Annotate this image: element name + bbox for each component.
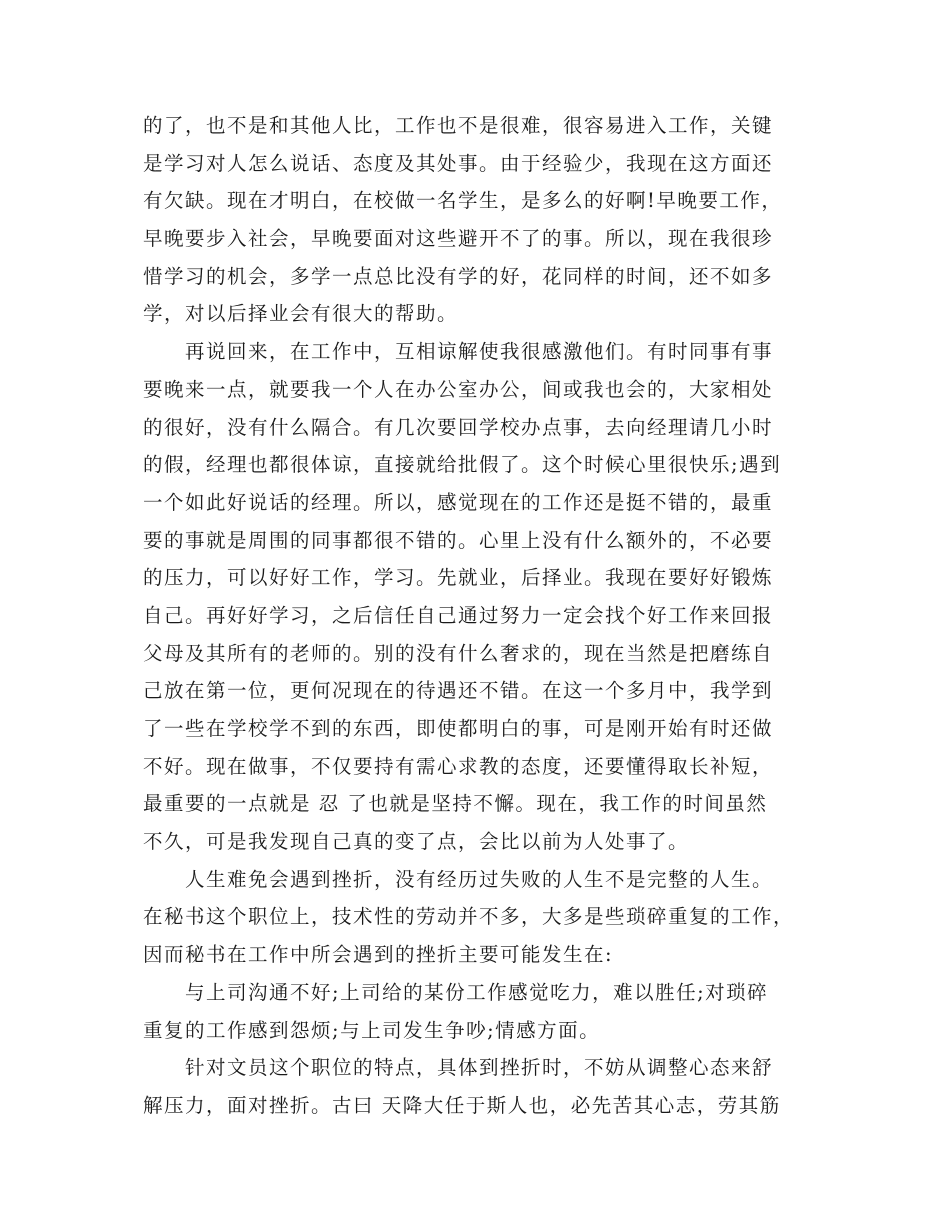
text-line: 人生难免会遇到挫折，没有经历过失败的人生不是完整的人生。 [185, 867, 774, 891]
text-line: 在秘书这个职位上，技术性的劳动并不多，大多是些琐碎重复的工作， [143, 905, 795, 929]
text-line: 最重要的一点就是 忍 了也就是坚持不懈。现在，我工作的时间虽然 [143, 792, 768, 816]
body-text [143, 107, 808, 1125]
text-line: 要晚来一点，就要我一个人在办公室办公，间或我也会的，大家相处 [143, 377, 774, 401]
text-line: 的假，经理也都很体谅，直接就给批假了。这个时候心里很快乐;遇到 [143, 453, 782, 477]
text-line: 了一些在学校学不到的东西，即使都明白的事，可是刚开始有时还做 [143, 717, 774, 740]
text-line: 重复的工作感到怨烦;与上司发生争吵;情感方面。 [143, 1018, 601, 1042]
text-line: 解压力，面对挫折。古曰 天降大任于斯人也，必先苦其心志，劳其筋 [143, 1093, 781, 1117]
text-line: 己放在第一位，更何况现在的待遇还不错。在这一个多月中，我学到 [143, 679, 774, 703]
text-line: 是学习对人怎么说话、态度及其处事。由于经验少，我现在这方面还 [143, 151, 774, 175]
text-line: 有欠缺。现在才明白，在校做一名学生，是多么的好啊!早晚要工作， [143, 189, 783, 213]
text-line: 与上司沟通不好;上司给的某份工作感觉吃力，难以胜任;对琐碎 [185, 980, 769, 1004]
text-line: 的很好，没有什么隔合。有几次要回学校办点事，去向经理请几小时 [143, 415, 774, 439]
text-line: 的了，也不是和其他人比，工作也不是很难，很容易进入工作，关键 [143, 114, 774, 137]
text-line: 早晚要步入社会，早晚要面对这些避开不了的事。所以，现在我很珍 [143, 227, 774, 251]
text-line: 再说回来，在工作中，互相谅解使我很感激他们。有时同事有事 [185, 340, 774, 364]
text-line: 不好。现在做事，不仅要持有需心求教的态度，还要懂得取长补短， [143, 754, 774, 778]
text-line: 一个如此好说话的经理。所以，感觉现在的工作还是挺不错的，最重 [143, 490, 774, 514]
text-line: 因而秘书在工作中所会遇到的挫折主要可能发生在: [143, 943, 614, 967]
text-line: 自己。再好好学习，之后信任自己通过努力一定会找个好工作来回报 [143, 603, 774, 627]
text-line: 父母及其所有的老师的。别的没有什么奢求的，现在当然是把磨练自 [143, 641, 774, 665]
text-line: 不久，可是我发现自己真的变了点，会比以前为人处事了。 [143, 830, 690, 854]
text-line: 针对文员这个职位的特点，具体到挫折时，不妨从调整心态来舒 [185, 1056, 774, 1080]
text-line: 惜学习的机会，多学一点总比没有学的好，花同样的时间，还不如多 [143, 264, 774, 288]
text-line: 要的事就是周围的同事都很不错的。心里上没有什么额外的，不必要 [143, 528, 774, 552]
text-line: 学，对以后择业会有很大的帮助。 [143, 302, 459, 326]
text-line: 的压力，可以好好工作，学习。先就业，后择业。我现在要好好锻炼 [143, 566, 774, 590]
